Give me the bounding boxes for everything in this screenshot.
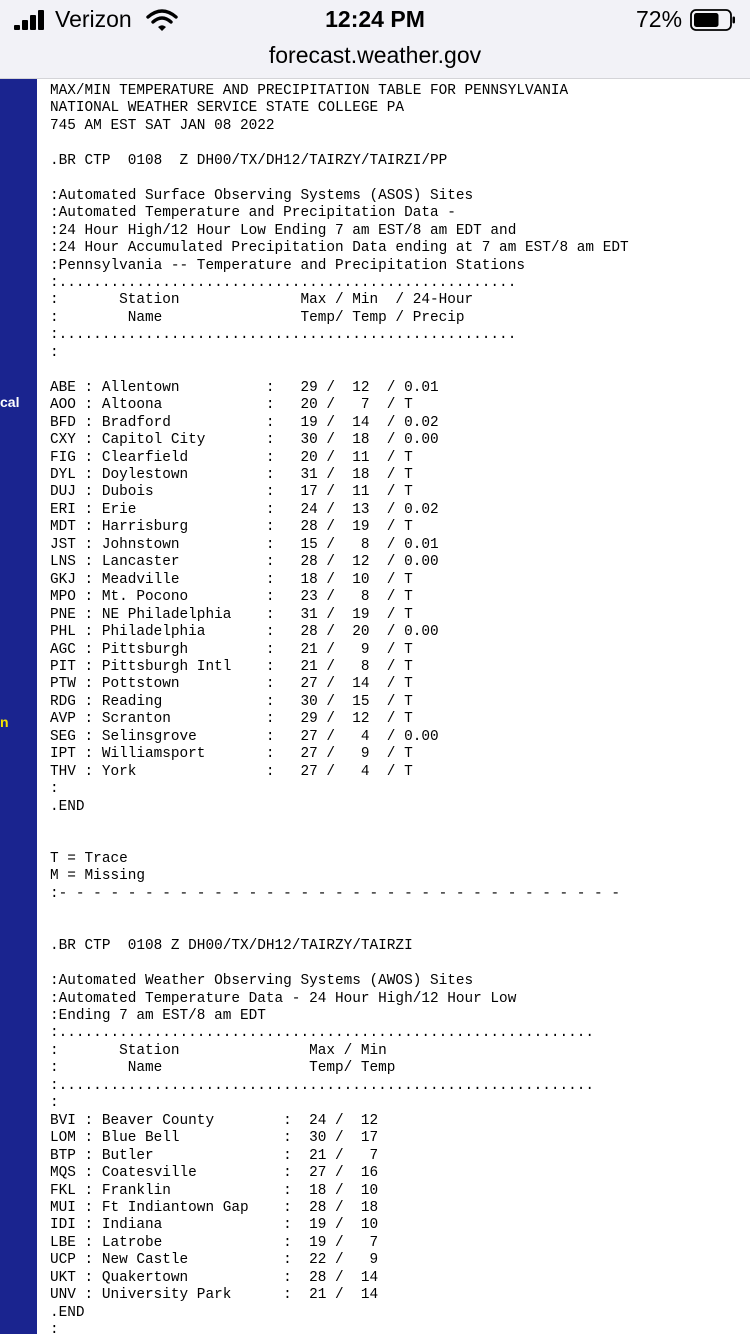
report-line: CXY : Capitol City : 30 / 18 / 0.00	[50, 432, 439, 449]
report-line: IDI : Indiana : 19 / 10	[50, 1217, 379, 1234]
report-line: DUJ : Dubois : 17 / 11 / T	[50, 484, 413, 501]
report-content	[50, 83, 750, 1340]
report-line: :Ending 7 am EST/8 am EDT	[50, 1008, 266, 1025]
report-line: JST : Johnstown : 15 / 8 / 0.01	[50, 536, 439, 553]
temperature-precip-report	[50, 83, 750, 1340]
report-line: UCP : New Castle : 22 / 9	[50, 1252, 379, 1269]
report-line: MDT : Harrisburg : 28 / 19 / T	[50, 519, 413, 536]
report-line: 745 AM EST SAT JAN 08 2022	[50, 117, 275, 134]
report-line: PIT : Pittsburgh Intl : 21 / 8 / T	[50, 658, 413, 675]
status-time: 12:24 PM	[325, 6, 425, 32]
report-line: DYL : Doylestown : 31 / 18 / T	[50, 466, 413, 483]
report-line: :.....................................................	[50, 327, 517, 344]
report-line: :24 Hour Accumulated Precipitation Data ending at 7 am EST/8 am EDT	[50, 240, 629, 257]
sidebar-link[interactable]: n	[0, 714, 9, 730]
report-line: :.....................................................	[50, 274, 517, 291]
sidebar-nav	[0, 79, 37, 1334]
report-line: :Automated Temperature and Precipitation Data -	[50, 205, 456, 222]
report-line: : Name Temp/ Temp	[50, 1060, 396, 1077]
report-line: :Automated Surface Observing Systems (ASOS) Sites	[50, 187, 474, 204]
battery-percent: 72%	[636, 6, 683, 32]
report-line: FKL : Franklin : 18 / 10	[50, 1182, 379, 1199]
report-line: LBE : Latrobe : 19 / 7	[50, 1234, 379, 1251]
report-line: :	[50, 781, 59, 798]
report-line: LNS : Lancaster : 28 / 12 / 0.00	[50, 554, 439, 571]
report-line: ERI : Erie : 24 / 13 / 0.02	[50, 501, 439, 518]
report-line: AGC : Pittsburgh : 21 / 9 / T	[50, 641, 413, 658]
report-line: NATIONAL WEATHER SERVICE STATE COLLEGE PA	[50, 100, 405, 117]
report-line: PTW : Pottstown : 27 / 14 / T	[50, 676, 413, 693]
report-line: :	[50, 1095, 59, 1112]
url-text[interactable]: forecast.weather.gov	[268, 42, 482, 68]
report-line: AVP : Scranton : 29 / 12 / T	[50, 711, 413, 728]
report-line: :	[50, 1322, 59, 1339]
report-line: :Automated Weather Observing Systems (AWOS) Sites	[50, 973, 474, 990]
report-line: UNV : University Park : 21 / 14	[50, 1287, 379, 1304]
report-line: :- - - - - - - - - - - - - - - - - - - - - - - - - - - - - - - - -	[50, 885, 620, 902]
report-line: :Automated Temperature Data - 24 Hour High/12 Hour Low	[50, 990, 517, 1007]
address-bar[interactable]	[0, 40, 750, 79]
report-line: MQS : Coatesville : 27 / 16	[50, 1165, 379, 1182]
report-line: MAX/MIN TEMPERATURE AND PRECIPITATION TABLE FOR PENNSYLVANIA	[50, 83, 569, 99]
report-line: LOM : Blue Bell : 30 / 17	[50, 1130, 379, 1147]
report-line: :	[50, 344, 59, 361]
carrier-name: Verizon	[55, 6, 132, 32]
sidebar-link[interactable]: cal	[0, 394, 20, 410]
report-line: ABE : Allentown : 29 / 12 / 0.01	[50, 379, 439, 396]
report-line: PHL : Philadelphia : 28 / 20 / 0.00	[50, 624, 439, 641]
report-line: BVI : Beaver County : 24 / 12	[50, 1112, 379, 1129]
report-line: GKJ : Meadville : 18 / 10 / T	[50, 571, 413, 588]
report-line: T = Trace	[50, 850, 128, 867]
report-line: :24 Hour High/12 Hour Low Ending 7 am EST/8 am EDT and	[50, 222, 517, 239]
status-bar	[0, 0, 750, 40]
report-line: .BR CTP 0108 Z DH00/TX/DH12/TAIRZY/TAIRZI/PP	[50, 152, 448, 169]
report-line: : Name Temp/ Temp / Precip	[50, 309, 465, 326]
report-line: M = Missing	[50, 868, 145, 885]
battery-icon	[690, 9, 736, 31]
report-line: PNE : NE Philadelphia : 31 / 19 / T	[50, 606, 413, 623]
report-line: IPT : Williamsport : 27 / 9 / T	[50, 746, 413, 763]
report-line: .END	[50, 798, 85, 815]
report-line: THV : York : 27 / 4 / T	[50, 763, 413, 780]
report-line: : Station Max / Min / 24-Hour	[50, 292, 474, 309]
report-line: MUI : Ft Indiantown Gap : 28 / 18	[50, 1200, 379, 1216]
report-line: BFD : Bradford : 19 / 14 / 0.02	[50, 414, 439, 431]
report-line: AOO : Altoona : 20 / 7 / T	[50, 397, 413, 414]
report-line: :..............................................................	[50, 1077, 595, 1094]
report-line: BTP : Butler : 21 / 7	[50, 1147, 379, 1164]
report-line: :Pennsylvania -- Temperature and Precipitation Stations	[50, 257, 525, 274]
report-line: :..............................................................	[50, 1025, 595, 1042]
report-line: SEG : Selinsgrove : 27 / 4 / 0.00	[50, 728, 439, 745]
report-line: RDG : Reading : 30 / 15 / T	[50, 693, 413, 710]
report-line: .END	[50, 1304, 85, 1321]
report-line: : Station Max / Min	[50, 1042, 387, 1059]
report-line: FIG : Clearfield : 20 / 11 / T	[50, 449, 413, 466]
report-line: .BR CTP 0108 Z DH00/TX/DH12/TAIRZY/TAIRZI	[50, 938, 413, 955]
report-line: MPO : Mt. Pocono : 23 / 8 / T	[50, 589, 413, 606]
report-line: UKT : Quakertown : 28 / 14	[50, 1269, 379, 1286]
